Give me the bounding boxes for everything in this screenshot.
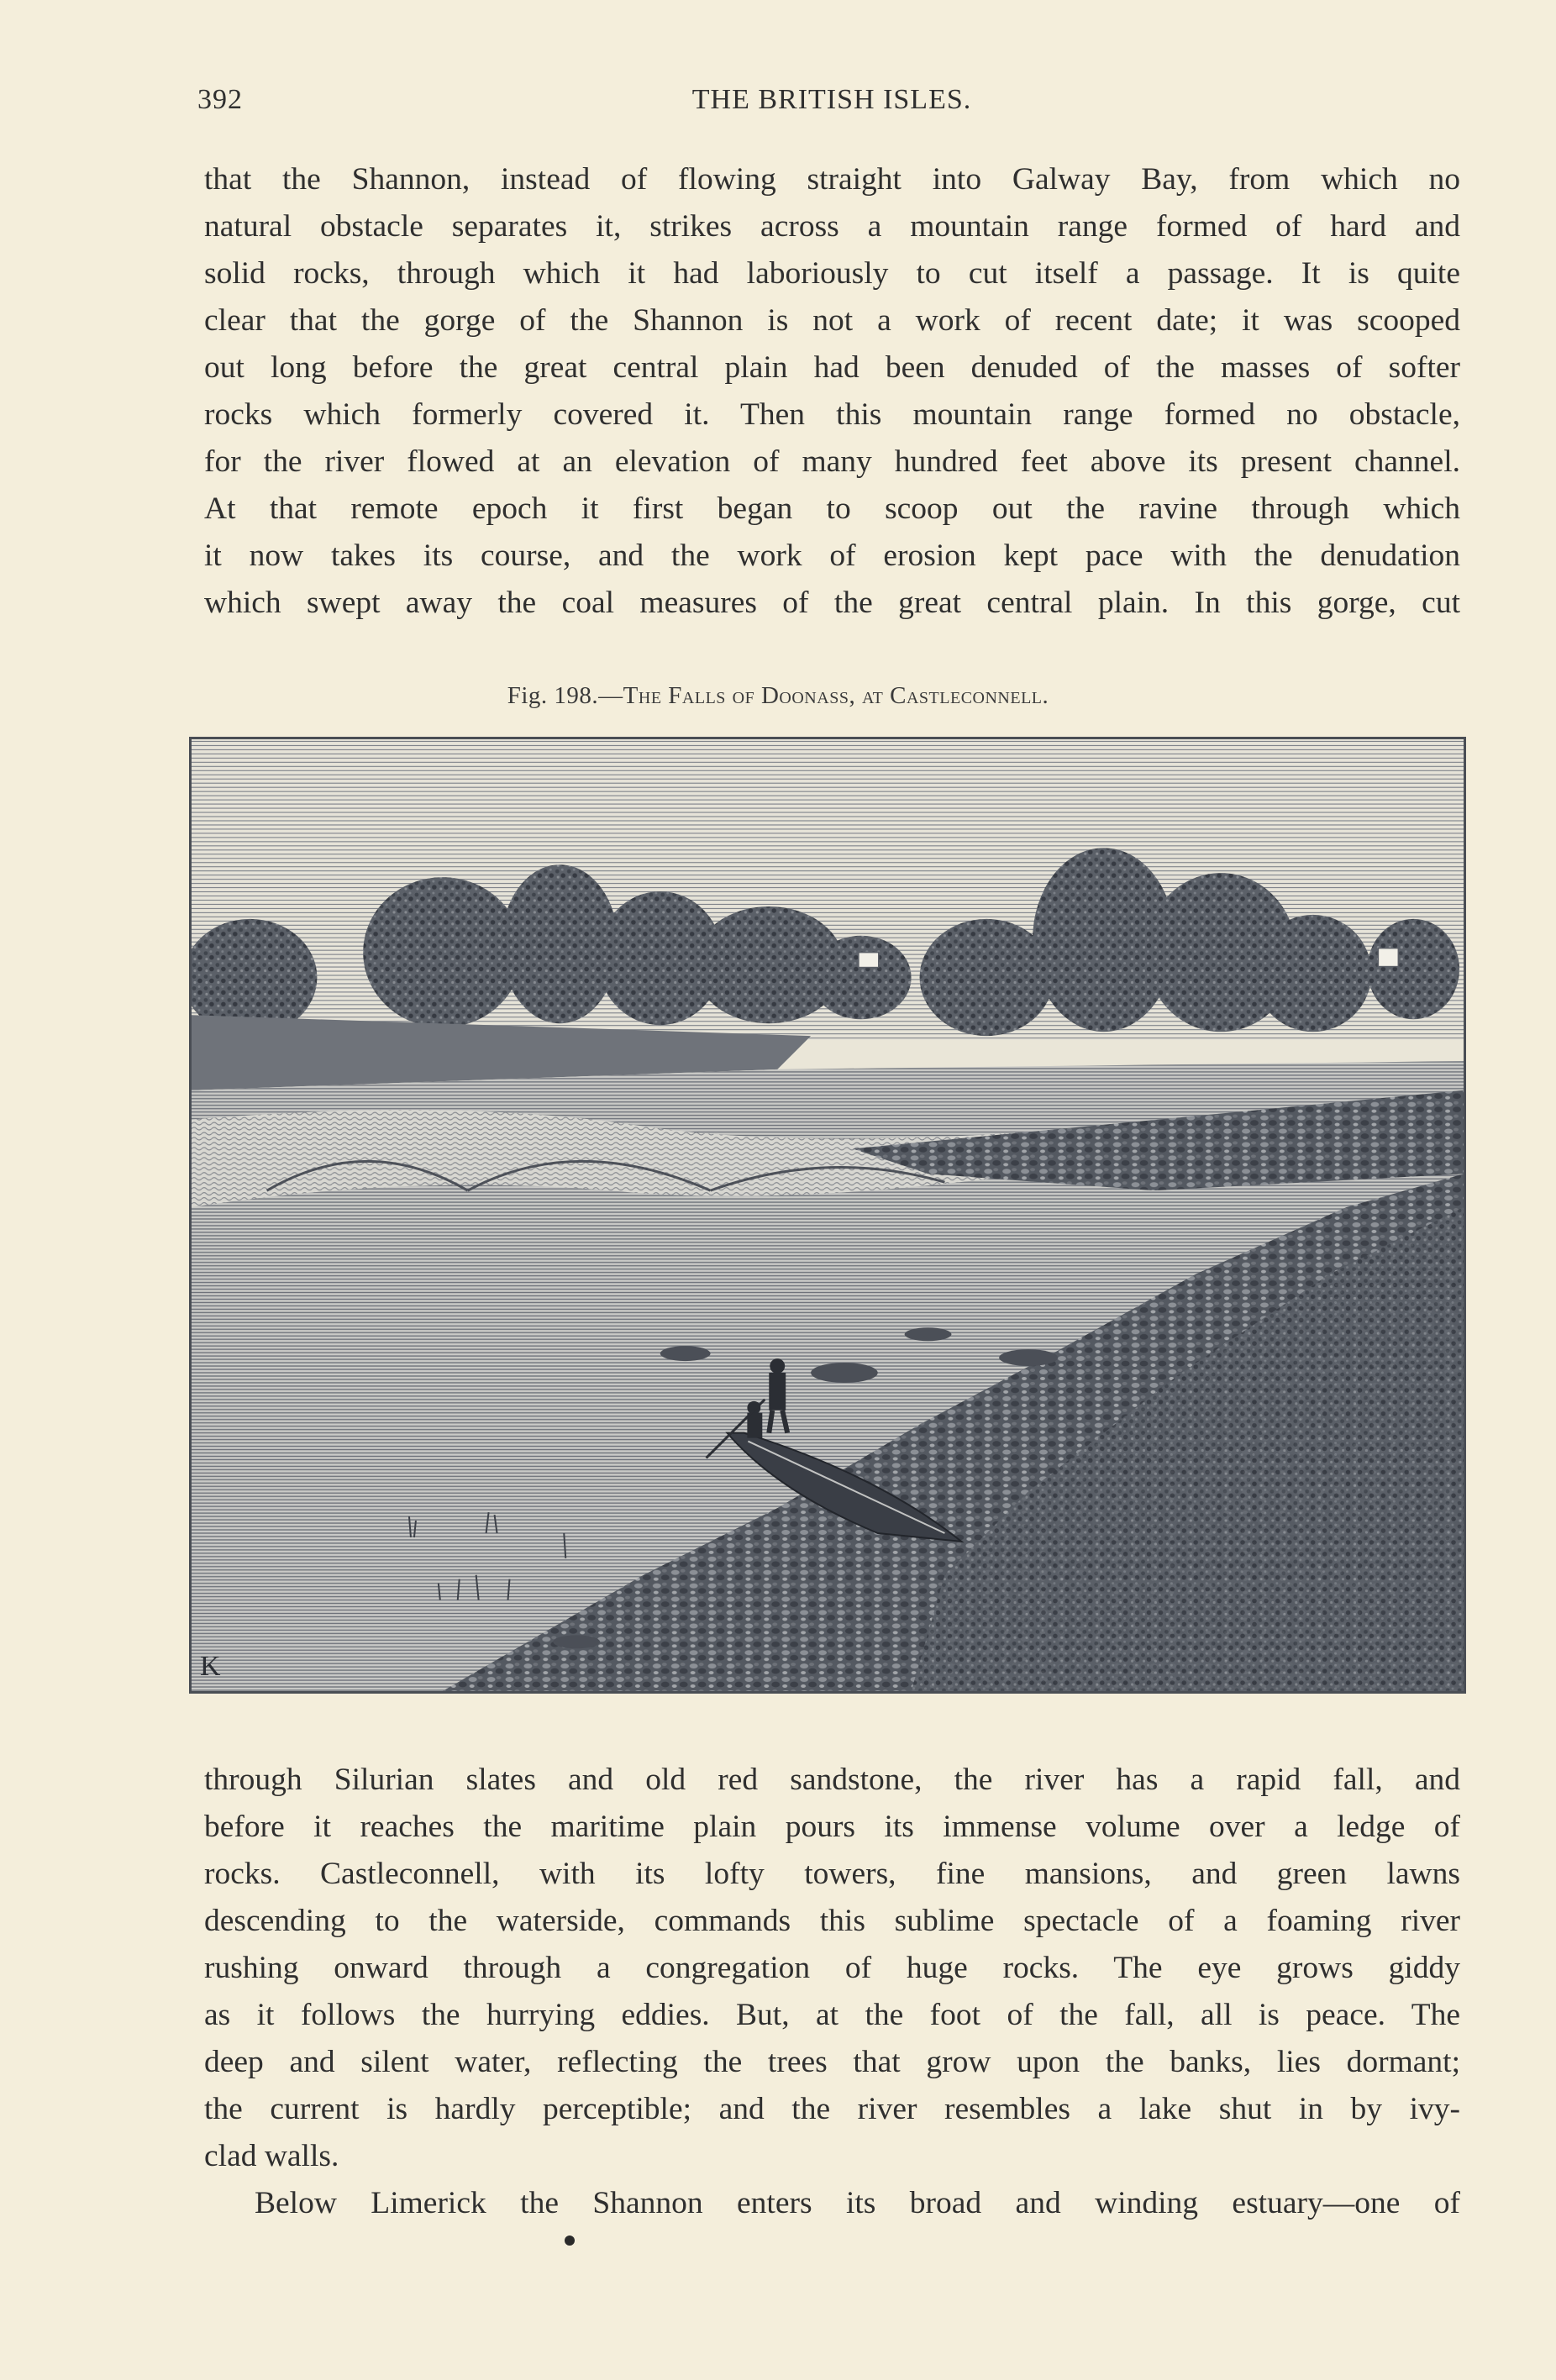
distant-house (859, 953, 879, 968)
text-line: for the river flowed at an elevation of many hundred feet above its present channel. (204, 444, 1460, 479)
text-line: which swept away the coal measures of the great central plain. In this gorge, cut (204, 586, 1460, 620)
page-header (197, 84, 1466, 126)
ink-dot (565, 2236, 575, 2246)
figure-label: Fig. 198.— (507, 682, 623, 709)
text-line: natural obstacle separates it, strikes across a mountain range formed of hard and (204, 209, 1460, 244)
text-line: Below Limerick the Shannon enters its broad and winding estuary—one of (255, 2186, 1460, 2220)
running-title: THE BRITISH ISLES. (691, 84, 972, 115)
text-line: rocks. Castleconnell, with its lofty towers, fine mansions, and green lawns (204, 1857, 1460, 1891)
engraving-falls-of-doonass (189, 737, 1466, 1694)
text-line: it now takes its course, and the work of erosion kept pace with the denudation (204, 539, 1460, 573)
text-line: descending to the waterside, commands this sublime spectacle of a foaming river (204, 1904, 1460, 1938)
text-line: rocks which formerly covered it. Then this mountain range formed no obstacle, (204, 397, 1460, 432)
text-line: deep and silent water, reflecting the trees that grow upon the banks, lies dormant; (204, 2045, 1460, 2079)
text-line: clad walls. (204, 2139, 339, 2173)
text-line: At that remote epoch it first began to scoop out the ravine through which (204, 491, 1460, 526)
text-line: rushing onward through a congregation of huge rocks. The eye grows giddy (204, 1951, 1460, 1985)
figure-title: The Falls of Doonass, at Castleconnell. (623, 682, 1049, 709)
text-line: out long before the great central plain had been denuded of the masses of softer (204, 350, 1460, 385)
island-house (1378, 948, 1398, 967)
figure-caption (0, 682, 1556, 710)
paragraph-top (204, 156, 1460, 627)
engraving-illustration (192, 739, 1464, 1691)
text-line: as it follows the hurrying eddies. But, at the foot of the fall, all is peace. The (204, 1998, 1460, 2032)
text-line: clear that the gorge of the Shannon is not a work of recent date; it was scooped (204, 303, 1460, 338)
text-line: the current is hardly perceptible; and the river resembles a lake shut in by ivy- (204, 2092, 1460, 2126)
text-line: through Silurian slates and old red sandstone, the river has a rapid fall, and (204, 1763, 1460, 1797)
engraver-mark: K (199, 1651, 221, 1683)
text-line: before it reaches the maritime plain pours its immense volume over a ledge of (204, 1810, 1460, 1844)
paragraph-bottom (204, 1757, 1460, 2227)
text-line: solid rocks, through which it had laboriously to cut itself a passage. It is quite (204, 256, 1460, 291)
page-number: 392 (197, 84, 243, 115)
text-line: that the Shannon, instead of flowing straight into Galway Bay, from which no (204, 162, 1460, 197)
